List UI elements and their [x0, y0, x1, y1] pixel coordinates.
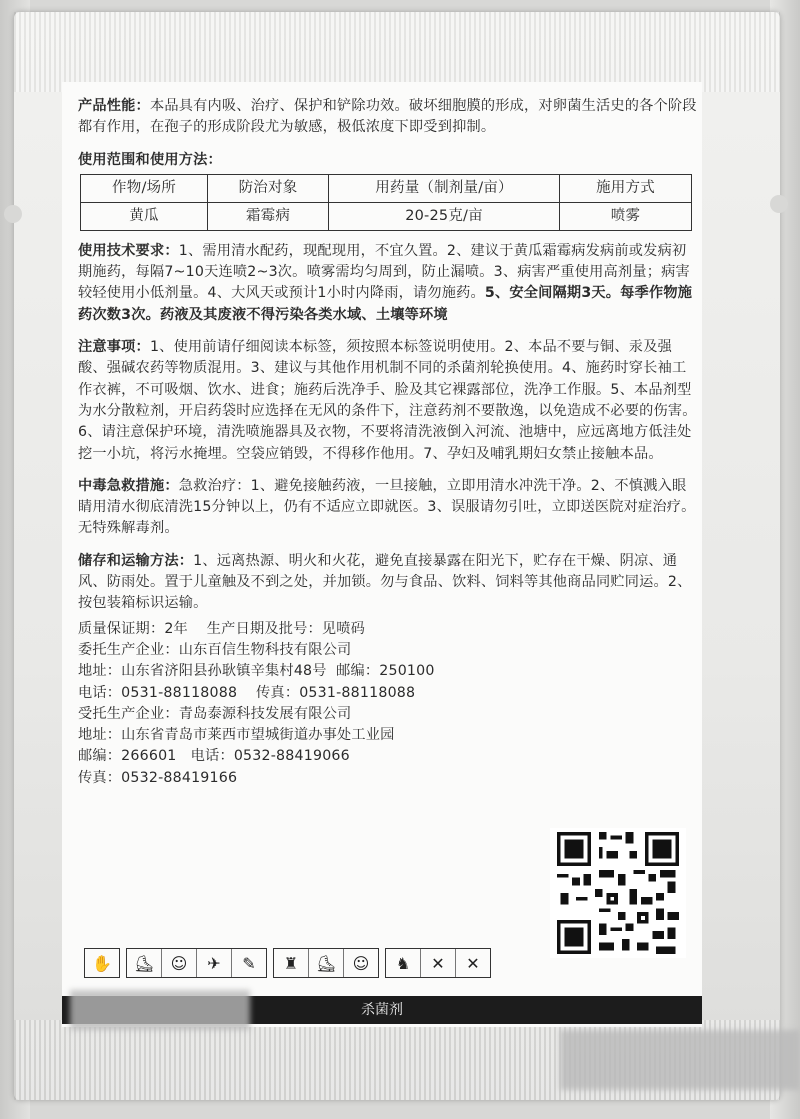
maker-address: 地址：山东省青岛市莱西市望城街道办事处工业园 — [78, 727, 395, 744]
storage-text: 1、远离热源、明火和火花，避免直接暴露在阳光下，贮存在干燥、阴凉、通风、防雨处。置于儿童触及不到之处，并加锁。勿与食品、饮料、饲料等其他商品同贮同运。2、按包装箱标识运输。 — [78, 552, 692, 612]
client-address: 地址：山东省济阳县孙耿镇辛集村48号 — [78, 663, 327, 680]
technical-text: 1、需用清水配药，现配现用，不宜久置。2、建议于黄瓜霜霉病发病前或发病初期施药，每隔7~10天连喷2~3次。喷雾需均匀周到，防止漏喷。3、病害严重使用高剂量；病害较轻使用小低剂量。4、大风天或预计1小时内降雨，请勿施药。 — [78, 242, 690, 302]
header-dosage: 用药量（制剂量/亩） — [329, 174, 560, 202]
usage-table — [80, 174, 692, 231]
no-poultry-icon: ✕ — [466, 953, 480, 973]
technical-label: 使用技术要求： — [78, 242, 179, 259]
harmful-to-fish-icon: ✕ — [421, 949, 456, 977]
maker-zip: 邮编：266601 — [78, 748, 177, 765]
tear-notch-left — [4, 205, 22, 223]
precautions-label: 注意事项： — [78, 339, 150, 356]
redacted-area-left — [70, 990, 250, 1030]
client-zip: 邮编：250100 — [336, 663, 435, 680]
firstaid-section — [78, 476, 698, 540]
wear-boots-icon: ⛸ — [127, 949, 162, 977]
client-fax: 传真：0531-88118088 — [256, 684, 416, 701]
header-method: 施用方式 — [560, 174, 692, 202]
usage-table-row — [81, 202, 692, 230]
protective-clothing-icon: ♜ — [274, 949, 309, 977]
redacted-area-right — [560, 1030, 800, 1090]
spray-icon: ✈ — [197, 949, 232, 977]
firstaid-text: 急救治疗：1、避免接触药液，一旦接触，立即用清水冲洗干净。2、不慎溅入眼睛用清水彻底清洗15分钟以上，仍有不适应立即就医。3、误服请勿引吐，立即送医院对症治疗。无特殊解毒剂。 — [78, 477, 696, 537]
usage-table-header — [81, 174, 692, 202]
batch-info: 生产日期及批号：见喷码 — [206, 620, 366, 637]
performance-label: 产品性能： — [78, 98, 150, 114]
safety-pictograms — [84, 948, 497, 978]
pictogram-group-3 — [273, 948, 379, 978]
wash-icon: ✎ — [242, 953, 256, 973]
wear-boots-icon-2: ⛸ — [309, 949, 344, 977]
performance-section — [78, 96, 698, 139]
client-company: 委托生产企业：山东百信生物科技有限公司 — [78, 641, 352, 658]
shelf-line — [78, 619, 698, 640]
shelf-life: 质量保证期：2年 — [78, 620, 188, 637]
no-livestock-icon: ♞ — [386, 949, 421, 977]
category-label: 杀菌剂 — [361, 1002, 403, 1018]
cell-target: 霜霉病 — [208, 202, 329, 230]
maker-fax: 传真：0532-88419166 — [78, 769, 238, 786]
usage-heading: 使用范围和使用方法： — [78, 151, 222, 168]
precautions-text: 1、使用前请仔细阅读本标签，须按照本标签说明使用。2、本品不要与铜、汞及强酸、强碱农药等物质混用。3、建议与其他作用机制不同的杀菌剂轮换使用。4、施药时穿长袖工作衣裤，不可吸烟、饮水、进食；施药后洗净手、脸及其它裸露部位，洗净工作服。5、本品剂型为水分散粒剂，开启药袋时应选择在无风的条件下，注意药剂不要散逸，以免造成不必要的伤害。6、请注意保护环境，清洗喷施器具及衣物，不要将清洗液倒入河流、池塘中，应远离地方低洼处挖一小坑，将污水掩埋。空袋应销毁，不得移作他用。7、孕妇及哺乳期妇女禁止接触本品。 — [78, 339, 697, 462]
pictogram-group-2 — [126, 948, 267, 978]
firstaid-label: 中毒急救措施： — [78, 477, 179, 494]
precautions-section — [78, 337, 698, 465]
wear-gloves-icon: ✋ — [92, 953, 112, 973]
address-line-1 — [78, 661, 698, 682]
contact-line-1 — [78, 683, 698, 704]
cell-dosage: 20-25克/亩 — [329, 202, 560, 230]
performance-text: 本品具有内吸、治疗、保护和铲除功效。破坏细胞膜的形成，对卵菌生活史的各个阶段都有作用，在孢子的形成阶段尤为敏感，极低浓度下即受到抑制。 — [78, 98, 697, 136]
wear-mask-icon: ☺ — [162, 949, 197, 977]
tear-notch-right — [770, 195, 788, 213]
top-crimp-seal — [14, 12, 780, 92]
cell-crop: 黄瓜 — [81, 202, 208, 230]
storage-section — [78, 551, 698, 615]
label-content — [78, 96, 698, 789]
wear-mask-icon-2: ☺ — [352, 953, 370, 973]
header-crop: 作物/场所 — [81, 174, 208, 202]
maker-company: 受托生产企业：青岛泰源科技发展有限公司 — [78, 705, 352, 722]
contact-line-2 — [78, 746, 698, 767]
qr-code-icon — [550, 828, 686, 958]
client-phone: 电话：0531-88118088 — [78, 684, 238, 701]
technical-bold-text: 5、安全间隔期3天。每季作物施药次数3次。药液及其废液不得污染各类水域、土壤等环境 — [78, 285, 693, 323]
cell-method: 喷雾 — [560, 202, 692, 230]
pictogram-group-1 — [84, 948, 120, 978]
pictogram-group-4 — [385, 948, 491, 978]
maker-phone: 电话：0532-88419066 — [190, 748, 350, 765]
header-target: 防治对象 — [208, 174, 329, 202]
technical-section — [78, 241, 698, 326]
storage-label: 储存和运输方法： — [78, 552, 194, 569]
